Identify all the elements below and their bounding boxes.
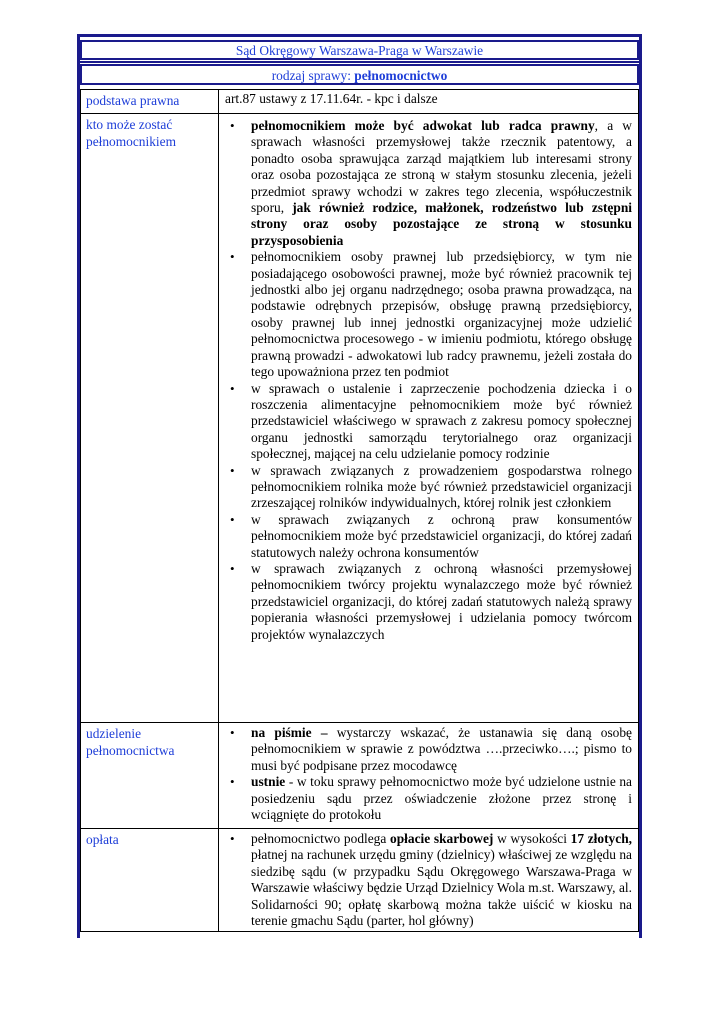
list-item: • w sprawach związanych z ochroną praw konsumentów pełnomocnikiem może być przedstawiciel organizacji, do której zadań statutowych należy ochrona konsumentów	[230, 511, 632, 560]
info-table	[80, 89, 639, 932]
bullet-icon: •	[230, 118, 235, 133]
court-name-header	[80, 40, 639, 60]
row-label: kto może zostać pełnomocnikiem	[81, 114, 219, 723]
table-row	[81, 114, 639, 723]
list-item: • w sprawach związanych z prowadzeniem gospodarstwa rolnego pełnomocnikiem rolnika może być również przedstawiciel organizacji zrzeszającej rolników indywidualnych, której rolnik jest członkiem	[230, 462, 632, 511]
table-row	[81, 723, 639, 829]
table-row	[81, 829, 639, 932]
row-label: podstawa prawna	[81, 90, 219, 114]
bullet-list	[219, 831, 638, 929]
court-name: Sąd Okręgowy Warszawa-Praga w Warszawie	[235, 43, 484, 58]
row-label: udzielenie pełnomocnictwa	[81, 723, 219, 829]
list-item: • pełnomocnictwo podlega opłacie skarbowej w wysokości 17 złotych, płatnej na rachunek urzędu gminy (dzielnicy) właściwej ze względu na siedzibę sądu (w przypadku Sądu Okręgowego Warszawa-Praga w Warszawie właściwy będzie Urząd Dzielnicy Wola m.st. Warszawy, al. Solidarności 90; opłatę skarbową można także uiścić w kiosku na terenie gmachu Sądu (parter, hol główny)	[230, 831, 632, 929]
case-type-label: rodzaj sprawy:	[271, 68, 351, 83]
row-value: art.87 ustawy z 17.11.64r. - kpc i dalsze	[219, 90, 639, 114]
list-item: • pełnomocnikiem może być adwokat lub radca prawny, a w sprawach własności przemysłowej także rzecznik patentowy, a ponadto osoba sprawująca zarząd majątkiem lub interesami strony oraz osoba pozostająca ze stroną w stałym stosunku zlecenia, jeżeli przedmiot sprawy wchodzi w zakres tego zlecenia, współuczestnik sporu, jak również rodzice, małżonek, rodzeństwo lub zstępni strony oraz osoby pozostające ze stroną w stosunku przysposobienia	[230, 118, 632, 248]
case-type-value: pełnomocnictwo	[354, 68, 448, 83]
list-item: • ustnie - w toku sprawy pełnomocnictwo może być udzielone ustnie na posiedzeniu sądu przez oświadczenie złożone przez stronę i wciągnięte do protokołu	[230, 774, 632, 823]
bullet-icon: •	[230, 380, 235, 396]
row-value	[219, 829, 639, 932]
bullet-icon: •	[230, 511, 235, 527]
bullet-icon: •	[230, 774, 235, 790]
bullet-icon: •	[230, 462, 235, 478]
bullet-icon: •	[230, 560, 235, 576]
bullet-list	[219, 725, 638, 823]
bullet-icon: •	[230, 725, 235, 740]
bullet-list	[219, 118, 638, 643]
list-item: • na piśmie – wystarczy wskazać, że ustanawia się daną osobę pełnomocnikiem w sprawie z powództwa ….przeciwko….; pismo to musi być podpisane przez mocodawcę	[230, 725, 632, 773]
row-value	[219, 114, 639, 723]
list-item: • w sprawach związanych z ochroną własności przemysłowej pełnomocnikiem twórcy projektu wynalazczego może być również przedstawiciel organizacji, do której zadań statutowych należą sprawy popierania własności przemysłowej i udzielania pomocy twórcom projektów wynalazczych	[230, 560, 632, 642]
list-item: • w sprawach o ustalenie i zaprzeczenie pochodzenia dziecka i o roszczenia alimentacyjne pełnomocnikiem może być również przedstawiciel właściwego w sprawach z zakresu pomocy społecznej organu jednostki samorządu terytorialnego oraz organizacji społecznej, mającej na celu udzielanie pomocy rodzinie	[230, 380, 632, 462]
row-value	[219, 723, 639, 829]
header-separator	[80, 61, 639, 63]
bullet-icon: •	[230, 831, 235, 846]
case-type-header	[80, 64, 639, 85]
bullet-icon: •	[230, 249, 235, 265]
list-item: • pełnomocnikiem osoby prawnej lub przedsiębiorcy, w tym nie posiadającego osobowości prawnej, może być również pracownik tej jednostki albo jej organu nadrzędnego; osoba prawna prowadząca, na podstawie odrębnych przepisów, obsługę prawną przedsiębiorcy, osoby prawnej lub innej jednostki organizacyjnej może udzielić pełnomocnictwa procesowego - w imieniu podmiotu, którego obsługę prawną prowadzi - adwokatowi lub radcy prawnemu, jeżeli została do tego upoważniona przez ten podmiot	[230, 249, 632, 380]
table-row	[81, 90, 639, 114]
row-label: opłata	[81, 829, 219, 932]
